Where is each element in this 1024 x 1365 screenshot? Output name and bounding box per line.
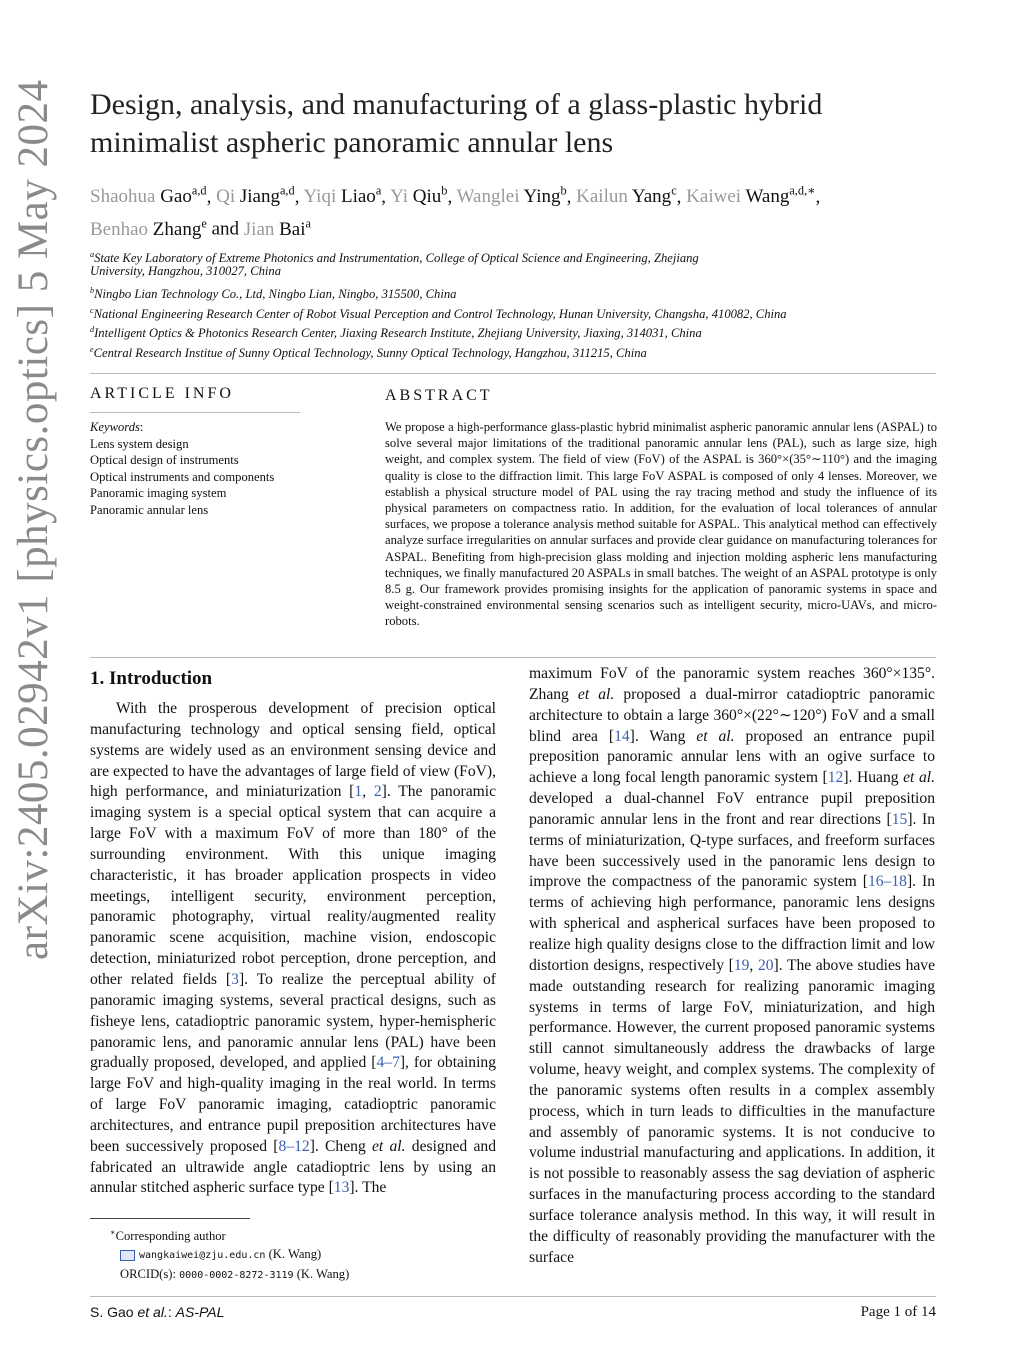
right-column [529,664,935,1268]
orcid-link[interactable]: 0000-0002-8272-3119 [179,1270,294,1282]
article-info-rule [90,412,300,413]
abstract-text: We propose a high-performance glass-plastic hybrid minimalist aspheric panoramic annular lens (ASPAL) to solve several major limitations of the traditional panoramic annular lens (PAL), such as large size, high weight, and complex system. The field of view (FoV) of the ASPAL is 360°×(35°∼110°) and the imaging quality is close to the diffraction limit. This large FoV ASPAL is composed of only 4 lenses. Moreover, we establish a physical structure model of PAL using the ray tracing method and study the influence of its physical parameters on compactness ratio. In addition, for the evaluation of local tolerances of annular surfaces, we propose a tolerance analysis method suitable for ASPAL. This analytical method can effectively analyze surface irregularities on annular surfaces and provide clear guidance on manufacturing tolerances for ASPAL. Benefiting from high-precision glass molding and injection molding aspheric lens manufacturing techniques, we finally manufactured 20 ASPALs in small batches. The weight of an ASPAL prototype is only 8.5 g. Our framework provides promising insights for the application of panoramic systems in space and weight-constrained environmental sensing scenarios such as intelligent security, micro-UAVs, and micro-robots. [385,420,937,629]
orcid-label: ORCID(s): [120,1267,176,1282]
author-name: Kaiwei Wang$^{a,d,∗}$ [686,184,816,208]
author-name: Shaohua Gao$^{a,d}$ [90,184,207,208]
author-name: Kailun Yang$^c$ [576,184,677,208]
author-name: Qi Jiang$^{a,d}$ [216,184,295,208]
article-info-heading: ARTICLE INFO [90,385,234,402]
keyword-item: Panoramic imaging system [90,486,227,500]
affiliation-line: $^b$Ningbo Lian Technology Co., Ltd, Ningbo Lian, Ningbo, 315500, China [90,286,457,302]
title-line-2: minimalist aspheric panoramic annular lens [90,126,614,159]
orcid-owner: (K. Wang) [296,1267,350,1282]
affiliation-line: $^a$State Key Laboratory of Extreme Photonics and Instrumentation, College of Optical Science and Engineering, Zhejiang [90,250,699,266]
abstract-heading: ABSTRACT [385,387,493,404]
left-column [90,667,496,1199]
title-line-1: Design, analysis, and manufacturing of a glass-plastic hybrid [90,88,823,121]
intro-paragraph-left: With the prosperous development of precision optical manufacturing technology and optical sensing field, optical systems are widely used as an environment sensing device and are expected to have the advantages of large field of view (FoV), high performance, and miniaturization [1, 2]. The panoramic imaging system is a special optical system that can acquire a large FoV with a maximum FoV of more than 180° of the surrounding environment. With this unique imaging characteristic, it has broader application prospects in video meetings, intelligent security, environment perception, panoramic photography, virtual reality/augmented reality panoramic scene acquisition, machine vision, endoscopic detection, miniaturized robot perception, drone perception, and other related fields [3]. To realize the perceptual ability of panoramic imaging systems, several practical designs, such as fisheye lens, catadioptric panoramic system, hyper-hemispheric panoramic lens, and panoramic annular lens (PAL) have been gradually proposed, developed, and applied [4–7], for obtaining large FoV and high-quality imaging in the real world. In terms of large FoV panoramic imaging, catadioptric panoramic architectures, and entrance pupil preposition architectures have been successively proposed [8–12]. Cheng et al. designed and fabricated an ultrawide angle catadioptric lens by using an annular stitched aspheric surface type [13]. The [90,700,497,1197]
affiliation-line: University, Hangzhou, 310027, China [90,264,282,278]
author-name: Wanglei Ying$^b$ [456,184,567,208]
divider-bottom [90,657,936,658]
keyword-item: Optical instruments and components [90,469,275,484]
author-list: Shaohua Gao$^{a,d}$, Qi Jiang$^{a,d}$, Yiqi Liao$^a$, Yi Qiu$^b$, Wanglei Ying$^b$, Kailun Yang$^c$, Kaiwei Wang$^{a,d,∗}$, Benhao Zhang$^e$ and Jian Bai$^a$ [90,184,821,240]
keyword-item: Panoramic annular lens [90,502,209,517]
keywords-label: Keywords [90,420,140,434]
affiliation-line: $^c$National Engineering Research Center of Robot Visual Perception and Control Technology, Hunan University, Changsha, 410082, China [90,306,787,322]
divider-top [90,373,936,374]
affiliation-line: $^e$Central Research Institue of Sunny Optical Technology, Sunny Optical Technology, Hangzhou, 311215, China [90,345,647,361]
author-name: Yi Qiu$^b$ [390,184,448,208]
affiliation-line: $^d$Intelligent Optics & Photonics Research Center, Jiaxing Research Institute, Zhejiang University, Jiaxing, 314031, China [90,325,702,341]
footnote-corresponding: Corresponding author [115,1229,226,1244]
email-link[interactable]: wangkaiwei@zju.edu.cn [139,1250,266,1262]
author-name: Yiqi Liao$^a$ [303,184,382,208]
page-number: Page 1 of 14 [860,1304,936,1320]
footnote-rule [90,1218,250,1219]
keyword-item: Lens system design [90,436,189,451]
author-name: Benhao Zhang$^e$ [90,216,207,240]
keywords-block: Keywords: Lens system design Optical design of instruments Optical instruments and components Panoramic imaging system Panoramic annular lens [90,419,310,518]
section-heading: 1. Introduction [90,668,213,689]
arxiv-side-label: arXiv:2405.02942v1 [physics.optics] 5 May 2024 [10,79,57,960]
footnote: ∗Corresponding author wangkaiwei@zju.edu.cn (K. Wang) ORCID(s): 0000-0002-8272-3119 (K. Wang) [110,1228,350,1282]
keywords-list [90,436,310,519]
paper-title [90,86,950,162]
mail-icon [120,1250,135,1261]
author-name: Jian Bai$^a$ [243,216,311,240]
footer-rule [90,1296,936,1297]
running-footer: S. Gao et al.: AS-PAL [90,1304,225,1320]
email-owner: (K. Wang) [268,1247,322,1262]
keyword-item: Optical design of instruments [90,453,239,467]
intro-paragraph-right: maximum FoV of the panoramic system reaches 360°×135°. Zhang et al. proposed a dual-mirror catadioptric panoramic architecture to obtain a large 360°×(22°∼120°) FoV and a small blind area [14]. Wang et al. proposed an entrance pupil preposition panoramic annular lens with an ogive surface to achieve a long focal length panoramic system [12]. Huang et al. developed a dual-channel FoV entrance pupil preposition panoramic annular lens in the front and rear directions [15]. In terms of miniaturization, Q-type surfaces, and freeform surfaces have been successively used in the panoramic lens design to improve the compactness of the panoramic system [16–18]. In terms of achieving high performance, panoramic lens designs with spherical and aspherical surfaces have been proposed to realize high quality designs close to the diffraction limit and low distortion designs, respectively [19, 20]. The above studies have made outstanding research for realizing panoramic imaging systems in terms of large FoV, miniaturization, and high performance. However, the current proposed panoramic systems still cannot simultaneously address the drawbacks of large volume, heavy weight, and complex systems. The complexity of the panoramic systems often results in a complex assembly process, which in turn leads to difficulties in the manufacture and assembly of panoramic systems. It is not conducive to volume industrial manufacturing and applications. In addition, it is not possible to reasonably assess the sag deviation of aspheric surfaces in the manufacturing process according to the standard surface tolerance analysis method. In this way, it will result in the difficulty of reasonably providing the manufacturer with the surface [529,665,936,1266]
